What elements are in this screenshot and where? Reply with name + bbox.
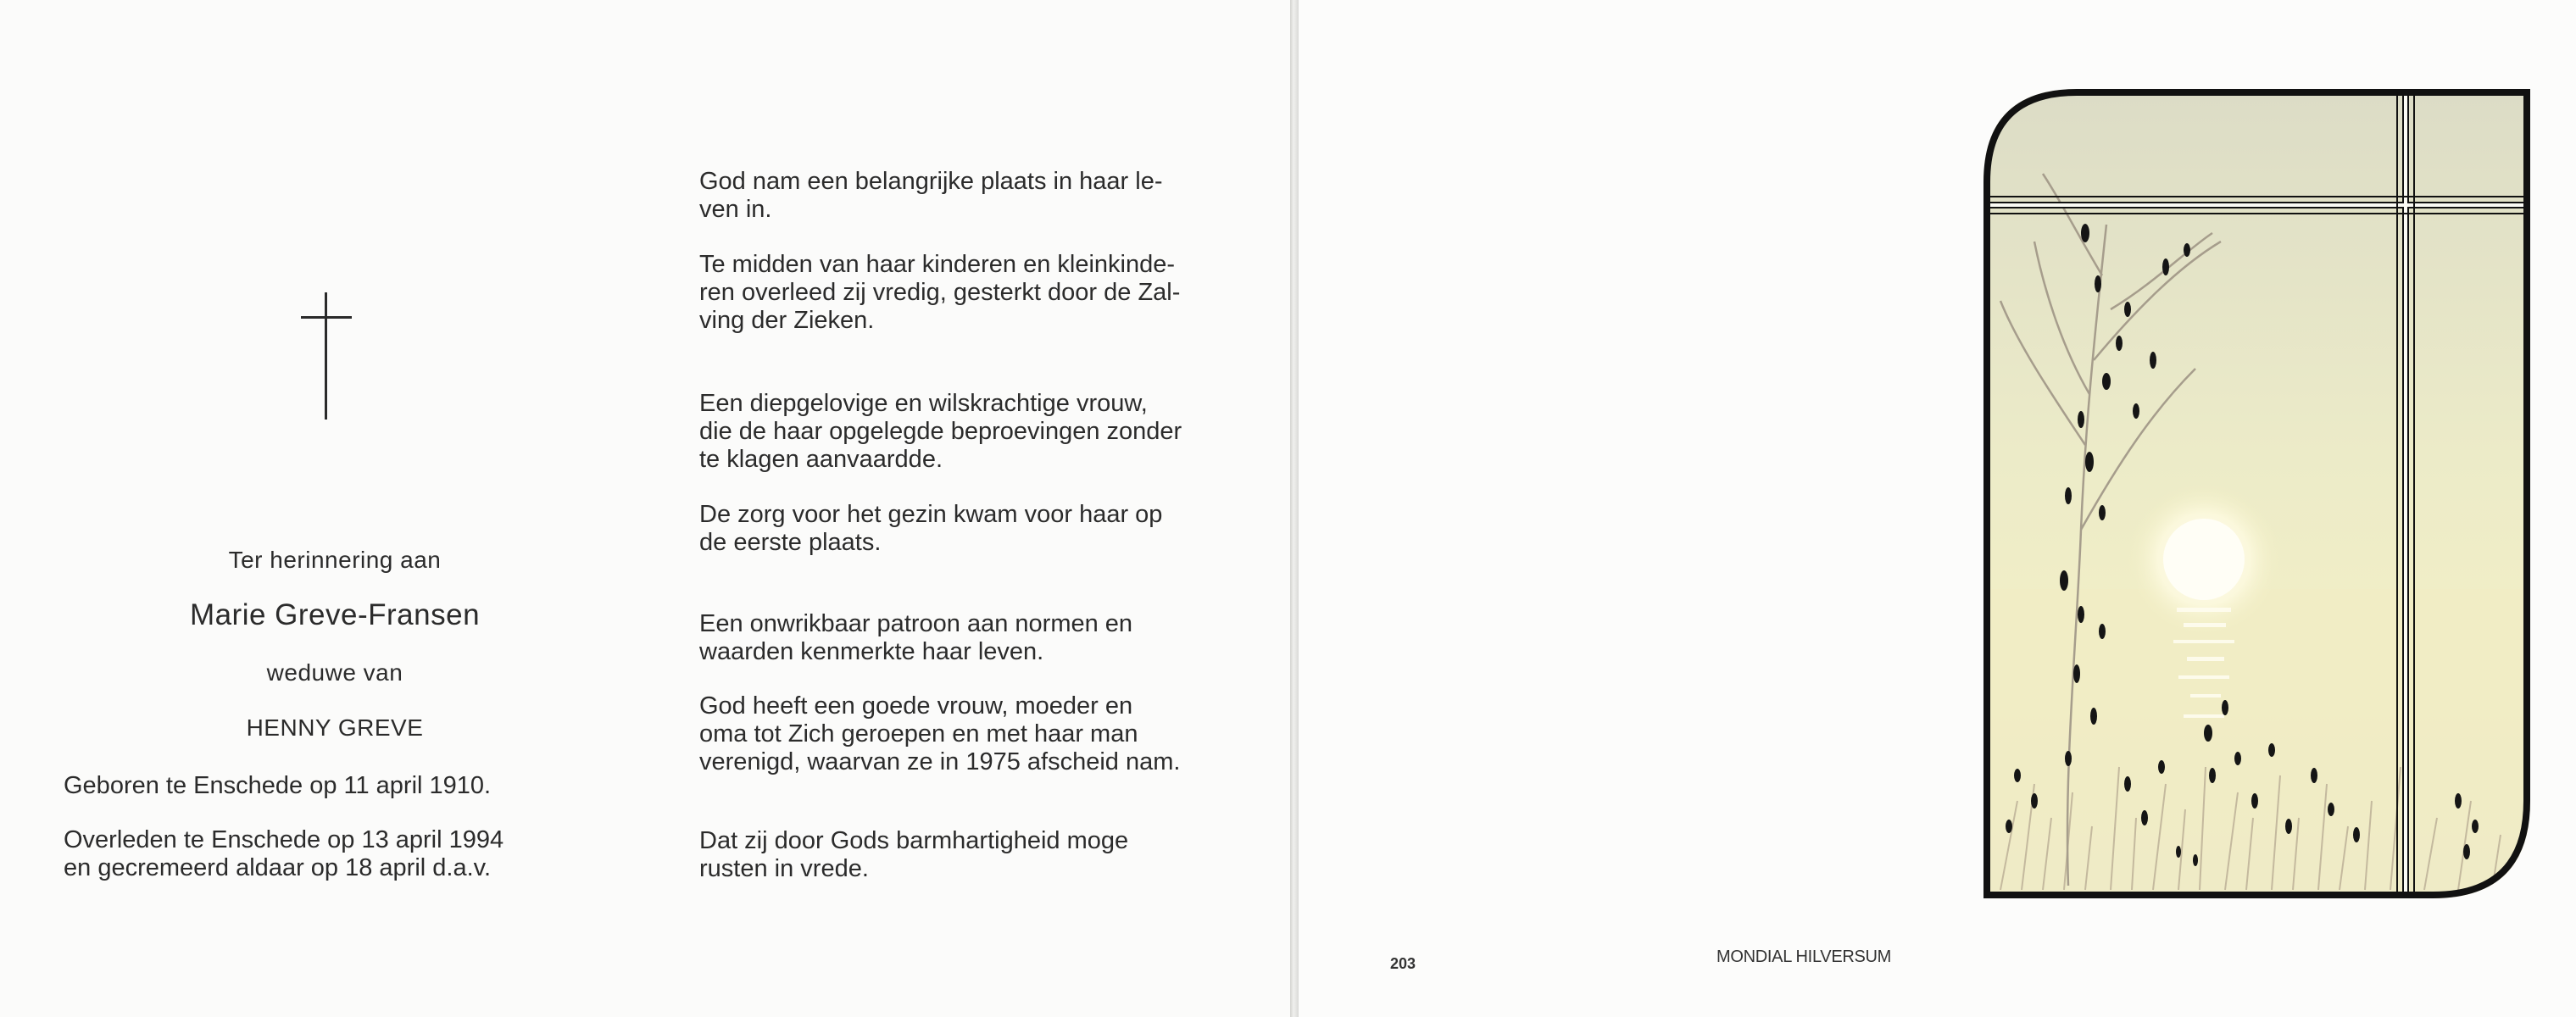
relation-text: weduwe van [266,659,403,686]
card-fold [1290,0,1299,1017]
poem-line: God heeft een goede vrouw, moeder en [699,692,1133,720]
intro-text: Ter herinnering aan [228,547,442,573]
poem-line: Dat zij door Gods barmhartigheid moge [699,827,1129,854]
poem-line: te klagen aanvaardde. [699,446,943,473]
poem-line: rusten in vrede. [699,855,869,882]
poem-line: verenigd, waarvan ze in 1975 afscheid nam. [699,748,1181,775]
death-line-2: en gecremeerd aldaar op 18 april d.a.v. [64,854,492,881]
printer-name: MONDIAL HILVERSUM [1716,948,1892,966]
sun-icon [2163,519,2245,600]
poem-line: ven in. [699,196,772,223]
poem-line: Te midden van haar kinderen en kleinkinde- [699,251,1176,278]
card-code: 203 [1390,955,1416,972]
poem-line: Een onwrikbaar patroon aan normen en [699,610,1133,637]
poem-line: ving der Zieken. [699,307,875,334]
birth-line: Geboren te Enschede op 11 april 1910. [64,772,492,799]
death-line-1: Overleden te Enschede op 13 april 1994 [64,826,504,853]
cross-icon [301,292,352,420]
poem-line: die de haar opgelegde beproevingen zonder [699,418,1182,445]
poem-line: God nam een belangrijke plaats in haar le- [699,168,1163,195]
poem-line: oma tot Zich geroepen en met haar man [699,720,1138,747]
spouse-name: HENNY GREVE [246,714,424,741]
poem-line: De zorg voor het gezin kwam voor haar op [699,501,1163,528]
deceased-name: Marie Greve-Fransen [189,598,481,631]
poem-line: ren overleed zij vredig, gesterkt door de Zal- [699,279,1181,306]
window-illustration [1983,89,2530,898]
poem-line: de eerste plaats. [699,529,882,556]
poem-line: waarden kenmerkte haar leven. [699,638,1044,665]
poem-line: Een diepgelovige en wilskrachtige vrouw, [699,390,1148,417]
